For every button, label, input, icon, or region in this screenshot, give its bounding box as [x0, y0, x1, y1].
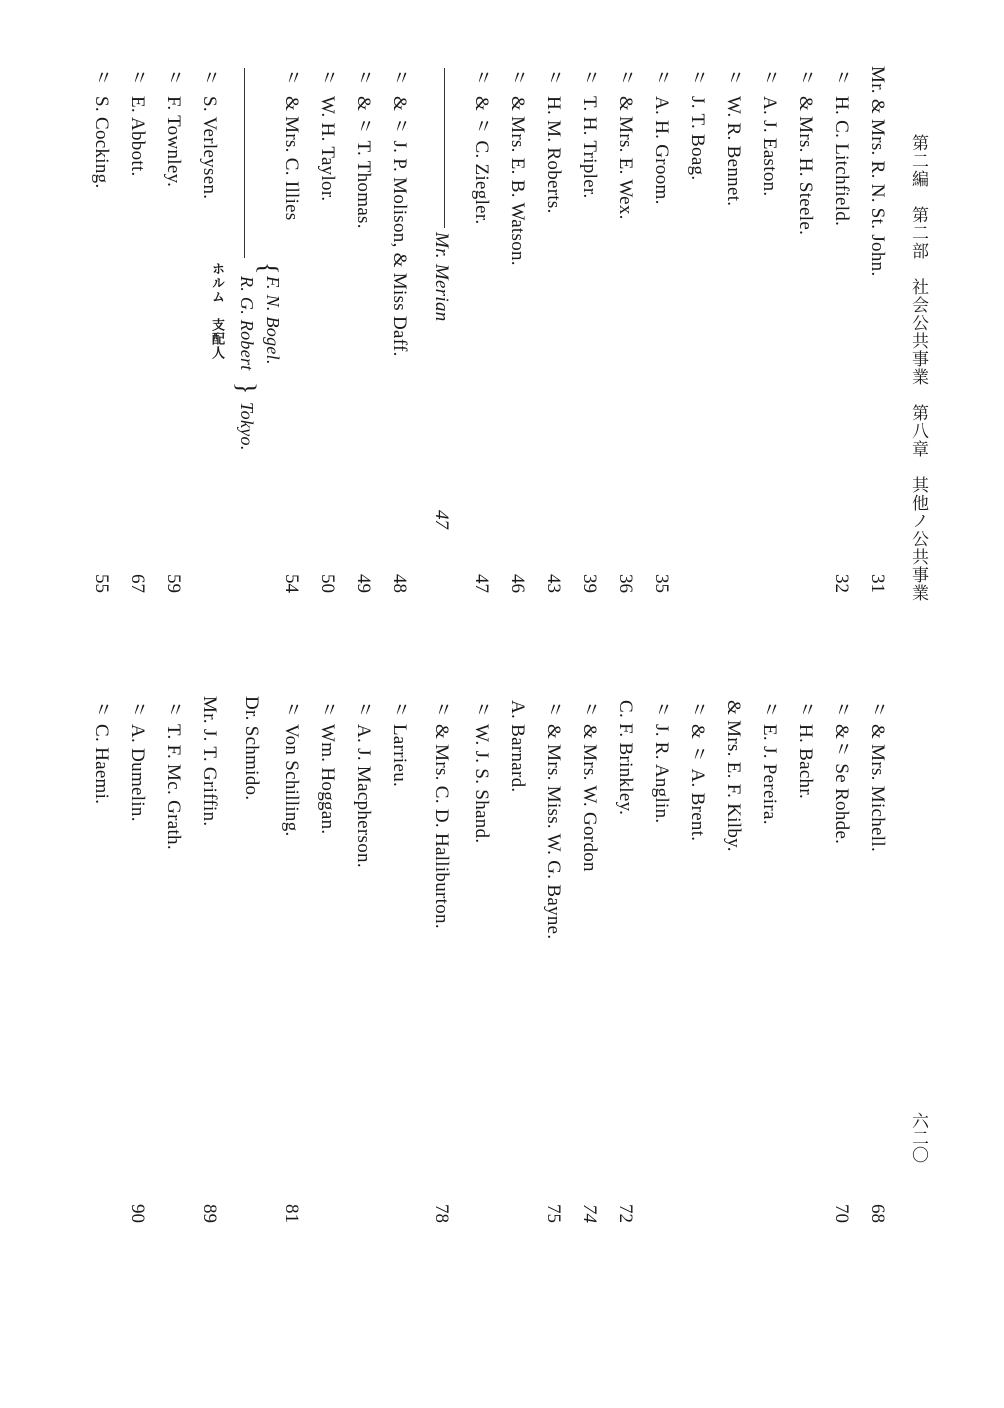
entry-number: 32: [831, 574, 852, 593]
entry-number: 43: [543, 574, 564, 593]
entry-number: 89: [199, 1204, 220, 1223]
entry-row: [502, 0, 532, 1408]
ditto-mark: 〃: [431, 700, 452, 720]
entry-row: [538, 0, 568, 1408]
entry-number: 36: [615, 574, 636, 593]
ditto-mark: 〃: [615, 68, 636, 87]
ditto-mark: 〃: [543, 68, 564, 87]
ditto-mark: 〃: [759, 700, 780, 720]
entry-name: Von Schilling.: [281, 724, 302, 837]
entry-name: C. F. Brinkley.: [615, 700, 636, 816]
entry-name: & Mrs. W. Gordon: [579, 724, 600, 872]
entry-name: &〃 Se Rohde.: [831, 724, 852, 845]
ditto-mark: 〃: [389, 700, 410, 720]
entry-number: 68: [867, 1204, 888, 1223]
ditto-mark: 〃: [163, 68, 184, 87]
entry-name: & 〃 A. Brent.: [687, 724, 708, 842]
ditto-mark: 〃: [831, 68, 852, 87]
ditto-mark: 〃: [831, 700, 852, 720]
entry-name: & Mrs. Miss. W. G. Bayne.: [543, 724, 564, 940]
ditto-mark: 〃: [91, 68, 112, 87]
entry-row: [426, 0, 456, 1408]
ditto-mark: 〃: [317, 700, 338, 720]
ditto-mark: 〃: [687, 700, 708, 720]
entry-row: [158, 0, 188, 1408]
brace-right: }: [232, 382, 261, 395]
ditto-mark: 〃: [795, 68, 816, 87]
page-number: 六二〇: [908, 1112, 928, 1163]
entry-name: J. T. Boag.: [687, 96, 708, 181]
entry-name: H. M. Roberts.: [543, 96, 564, 214]
entry-row: [466, 0, 496, 1408]
entry-name: Dr. Schmido.: [241, 696, 262, 801]
entry-name: W. R. Bennet.: [723, 96, 744, 207]
entry-name: W. J. S. Shand.: [471, 724, 492, 844]
entry-name: S. Cocking.: [91, 96, 112, 189]
entry-name: & 〃 C. Ziegler.: [471, 96, 492, 225]
ditto-mark: 〃: [281, 700, 302, 720]
entry-row: [790, 0, 820, 1408]
entry-number: 78: [431, 1204, 452, 1223]
entry-name: S. Verleysen.: [199, 96, 220, 200]
entry-number: 49: [353, 574, 374, 593]
entry-name: Mr. J. T. Griffin.: [199, 696, 220, 827]
running-header: 第二編 第二部 社会公共事業 第八章 其他ノ公共事業: [908, 134, 928, 602]
note-place-text: Tokyo.: [237, 402, 257, 451]
note-name: R. G. Robert: [237, 276, 257, 371]
entry-name: E. J. Pereira.: [759, 724, 780, 825]
entry-name: & Mrs. C. D. Halliburton.: [431, 724, 452, 929]
entry-number: 72: [615, 1204, 636, 1223]
ditto-mark: 〃: [471, 68, 492, 87]
entry-number: 39: [579, 574, 600, 593]
ditto-mark: 〃: [795, 700, 816, 720]
ditto-mark: 〃: [687, 68, 708, 87]
entry-name: & Mrs. E. F. Kilby.: [723, 700, 744, 852]
ditto-mark: 〃: [579, 68, 600, 87]
entry-name: Mr. Merian: [431, 232, 452, 322]
ditto-mark: 〃: [507, 68, 528, 87]
entry-row: [718, 0, 748, 1408]
entry-name: T. H. Tripler.: [579, 96, 600, 199]
entry-number: 47: [431, 510, 452, 529]
ditto-mark: 〃: [389, 68, 410, 87]
entry-number: 31: [867, 574, 888, 593]
entry-name: H. C. Litchfield.: [831, 96, 852, 227]
entry-number: 54: [281, 574, 302, 593]
ditto-mark: 〃: [651, 700, 672, 720]
entry-number: 67: [127, 574, 148, 593]
ditto-mark: 〃: [651, 68, 672, 87]
entry-name: A. J. Easton.: [759, 96, 780, 197]
entry-name: & 〃 T. Thomas.: [353, 96, 374, 229]
entry-number: 47: [471, 574, 492, 593]
entry-row: [194, 0, 224, 1408]
entry-number: 75: [543, 1204, 564, 1223]
entry-name: Larrieu.: [389, 724, 410, 788]
ditto-mark: 〃: [127, 700, 148, 720]
ditto-mark: 〃: [353, 700, 374, 720]
entry-row: [276, 0, 306, 1408]
entry-row: [384, 0, 414, 1408]
ditto-mark: 〃: [127, 68, 148, 87]
entry-row: [682, 0, 712, 1408]
entry-name: F. Townley.: [163, 96, 184, 188]
entry-number: 74: [579, 1204, 600, 1223]
ditto-mark: 〃: [91, 700, 112, 720]
entry-row: [348, 0, 378, 1408]
entry-number: 70: [831, 1204, 852, 1223]
entry-row: [574, 0, 604, 1408]
entry-name: & Mrs. E. Wex.: [615, 96, 636, 220]
ditto-mark: 〃: [579, 700, 600, 720]
note-subtext: ホルム 支配人: [209, 262, 224, 360]
entry-name: E. Abbott.: [127, 96, 148, 177]
entry-number: 35: [651, 574, 672, 593]
entry-row: [826, 0, 856, 1408]
entry-row: [862, 0, 892, 1408]
ditto-mark: 〃: [867, 700, 888, 720]
entry-name: & Mrs. Michell.: [867, 724, 888, 852]
entry-row: [232, 0, 266, 1408]
entry-number: 46: [507, 574, 528, 593]
entry-number: 59: [163, 574, 184, 593]
entry-row: [646, 0, 676, 1408]
entry-name: A. J. Macpherson.: [353, 724, 374, 868]
entry-name: Mr. & Mrs. R. N. St. John.: [867, 66, 888, 277]
entry-row: [122, 0, 152, 1408]
entry-name: & Mrs. E. B. Watson.: [507, 96, 528, 266]
ditto-mark: 〃: [353, 68, 374, 87]
entry-name: Wm. Hoggan.: [317, 724, 338, 835]
entry-name: & 〃 J. P. Molison, & Miss Daff.: [389, 96, 410, 357]
entry-name: & Mrs. C. Illies: [281, 96, 302, 221]
entry-row: [610, 0, 640, 1408]
entry-row: [86, 0, 116, 1408]
entry-number: 50: [317, 574, 338, 593]
ditto-mark: 〃: [759, 68, 780, 87]
entry-name: A. H. Groom.: [651, 96, 672, 205]
entry-name: A. Dumelin.: [127, 724, 148, 822]
entry-name: A. Barnard.: [507, 700, 528, 793]
entry-number: 55: [91, 574, 112, 593]
ditto-mark: 〃: [723, 68, 744, 87]
brace-left: {: [254, 262, 283, 275]
entry-number: 48: [389, 574, 410, 593]
entry-name: T. F. Mc. Grath.: [163, 724, 184, 850]
entry-number: 81: [281, 1204, 302, 1223]
note-name: F. N. Bogel.: [263, 276, 283, 365]
entry-name: W. H. Taylor.: [317, 96, 338, 202]
entry-row: [754, 0, 784, 1408]
ditto-mark: 〃: [199, 68, 220, 87]
entry-name: C. Haemi.: [91, 724, 112, 805]
ditto-mark: 〃: [471, 700, 492, 720]
ditto-mark: 〃: [543, 700, 564, 720]
entry-name: H. Bachr.: [795, 724, 816, 799]
entry-number: 90: [127, 1204, 148, 1223]
entry-name: & Mrs. H. Steele.: [795, 96, 816, 236]
entry-name: J. R. Anglin.: [651, 724, 672, 824]
entry-row: [312, 0, 342, 1408]
ditto-mark: 〃: [163, 700, 184, 720]
ditto-mark: 〃: [281, 68, 302, 87]
ditto-mark: 〃: [317, 68, 338, 87]
